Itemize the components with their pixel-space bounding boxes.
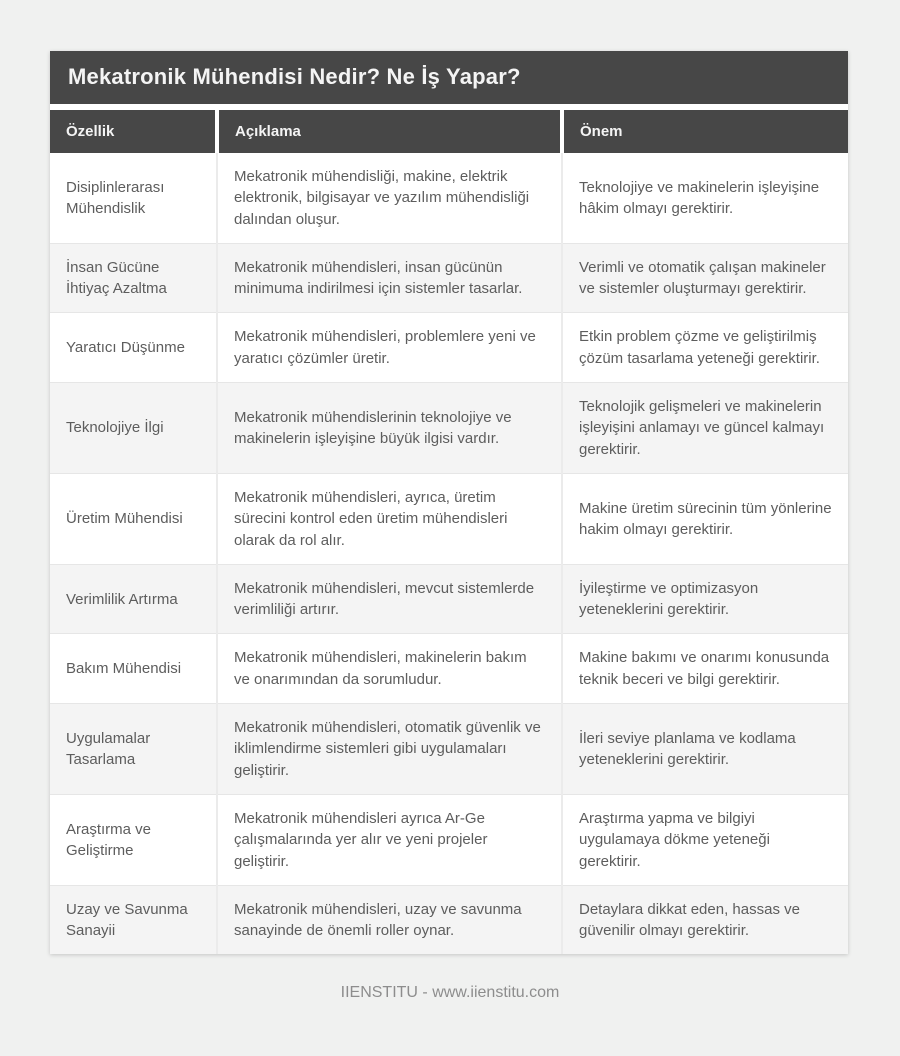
feature-cell: Bakım Mühendisi [50, 634, 217, 704]
feature-cell: Uzay ve Savunma Sanayii [50, 885, 217, 954]
header-row [50, 110, 848, 153]
importance-cell: Teknolojik gelişmeleri ve makinelerin işleyişini anlamayı ve güncel kalmayı gerektirir. [562, 383, 848, 474]
description-cell: Mekatronik mühendisleri, makinelerin bakım ve onarımından da sorumludur. [217, 634, 562, 704]
table-card [50, 51, 848, 954]
feature-cell: İnsan Gücüne İhtiyaç Azaltma [50, 243, 217, 313]
footer-credit: IIENSTITU - www.iienstitu.com [340, 984, 560, 1001]
table-row [50, 704, 848, 795]
importance-cell: Makine üretim sürecinin tüm yönlerine hakim olmayı gerektirir. [562, 473, 848, 564]
description-cell: Mekatronik mühendislerinin teknolojiye ve makinelerin işleyişine büyük ilgisi vardır. [217, 383, 562, 474]
importance-cell: Etkin problem çözme ve geliştirilmiş çözüm tasarlama yeteneği gerektirir. [562, 313, 848, 383]
importance-cell: Araştırma yapma ve bilgiyi uygulamaya dökme yeteneği gerektirir. [562, 794, 848, 885]
feature-cell: Teknolojiye İlgi [50, 383, 217, 474]
importance-cell: İleri seviye planlama ve kodlama yeteneklerini gerektirir. [562, 704, 848, 795]
feature-cell: Disiplinlerarası Mühendislik [66, 178, 165, 217]
importance-cell: Makine bakımı ve onarımı konusunda teknik beceri ve bilgi gerektirir. [562, 634, 848, 704]
table-row [50, 634, 848, 704]
table-row [50, 243, 848, 313]
description-cell: Mekatronik mühendisleri ayrıca Ar-Ge çalışmalarında yer alır ve yeni projeler geliştirir. [217, 794, 562, 885]
description-cell: Mekatronik mühendisleri, otomatik güvenlik ve iklimlendirme sistemleri gibi uygulamaları geliştirir. [217, 704, 562, 795]
table-row [50, 473, 848, 564]
description-cell: Mekatronik mühendisliği, makine, elektrik elektronik, bilgisayar ve yazılım mühendisliği dalından oluşur. [217, 153, 562, 243]
feature-cell: Yaratıcı Düşünme [50, 313, 217, 383]
column-header-aciklama: Açıklama [217, 110, 562, 153]
table-row [50, 313, 848, 383]
page-title: Mekatronik Mühendisi Nedir? Ne İş Yapar? [50, 51, 848, 104]
column-header-ozellik: Özellik [50, 110, 217, 153]
feature-cell: Üretim Mühendisi [50, 473, 217, 564]
importance-cell: İyileştirme ve optimizasyon yeteneklerini gerektirir. [562, 564, 848, 634]
table-row [50, 794, 848, 885]
importance-cell: Detaylara dikkat eden, hassas ve güvenilir olmayı gerektirir. [562, 885, 848, 954]
table-row [50, 564, 848, 634]
description-cell: Mekatronik mühendisleri, uzay ve savunma sanayinde de önemli roller oynar. [217, 885, 562, 954]
feature-cell: Verimlilik Artırma [50, 564, 217, 634]
info-table [50, 110, 848, 954]
importance-cell: Teknolojiye ve makinelerin işleyişine hâkim olmayı gerektirir. [562, 153, 848, 243]
description-cell: Mekatronik mühendisleri, problemlere yeni ve yaratıcı çözümler üretir. [217, 313, 562, 383]
table-row [50, 885, 848, 954]
feature-cell: Araştırma ve Geliştirme [50, 794, 217, 885]
description-cell: Mekatronik mühendisleri, insan gücünün minimuma indirilmesi için sistemler tasarlar. [217, 243, 562, 313]
column-header-onem: Önem [562, 110, 848, 153]
description-cell: Mekatronik mühendisleri, mevcut sistemlerde verimliliği artırır. [217, 564, 562, 634]
table-row [50, 383, 848, 474]
importance-cell: Verimli ve otomatik çalışan makineler ve sistemler oluşturmayı gerektirir. [562, 243, 848, 313]
feature-cell: Uygulamalar Tasarlama [50, 704, 217, 795]
table-row [50, 153, 848, 243]
description-cell: Mekatronik mühendisleri, ayrıca, üretim sürecini kontrol eden üretim mühendisleri olarak da rol alır. [217, 473, 562, 564]
